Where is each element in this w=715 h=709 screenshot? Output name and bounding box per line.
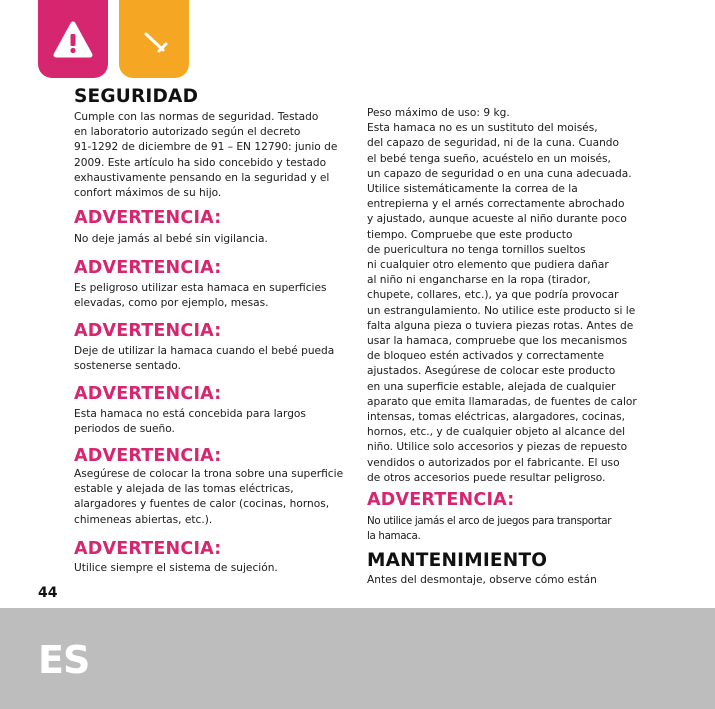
warning-heading: ADVERTENCIA: (367, 490, 515, 510)
warning-text: Utilice siempre el sistema de sujeción. (74, 562, 278, 574)
footer-bar (0, 608, 715, 709)
warning-heading: ADVERTENCIA: (74, 384, 222, 404)
page-number: 44 (38, 585, 58, 601)
warning-text: No deje jamás al bebé sin vigilancia. (74, 233, 268, 245)
warning-heading: ADVERTENCIA: (74, 208, 222, 228)
warning-heading: ADVERTENCIA: (74, 446, 222, 466)
maintenance-text: Antes del desmontaje, observe cómo están (367, 574, 597, 586)
maintenance-heading: MANTENIMIENTO (367, 550, 548, 571)
warning-text: Esta hamaca no está concebida para largos periodos de sueño. (74, 408, 306, 436)
usage-text: Peso máximo de uso: 9 kg. Esta hamaca no es un sustituto del moisés, del capazo de seguridad, ni de la cuna. Cuando el bebé tenga sueño, acuéstelo en un moisés, un capazo de seguridad o en una cuna adecuada. Utilice sistemáticamente la correa de la entrepierna y el arnés correctamente abrochado y ajustado, aunque acueste al niño durante poco tiempo. Compruebe que este producto de puericultura no tenga tornillos sueltos ni cualquier otro elemento que pudiera dañar al niño ni engancharse en la ropa (tirador, chupete, collares, etc.), ya que podría provocar un estrangulamiento. No utilice este producto si le falta alguna pieza o tuviera piezas rotas. Antes de usar la hamaca, compruebe que los mecanismos de bloqueo estén activados y correctamente ajustados. Asegúrese de colocar este producto en una superficie estable, alejada de cualquier aparato que emita llamaradas, de fuentes de calor intensas, tomas eléctricas, alargadores, cocinas, hornos, etc., y de cualquier objeto al alcance del niño. Utilice solo accesorios y piezas de repuesto vendidos o autorizados por el fabricante. El uso de otros accesorios puede resultar peligroso. (367, 107, 637, 484)
warning-text: Deje de utilizar la hamaca cuando el bebé pueda sostenerse sentado. (74, 345, 335, 373)
warning-heading: ADVERTENCIA: (74, 321, 222, 341)
warning-text: No utilice jamás el arco de juegos para transportar la hamaca. (367, 515, 612, 543)
warning-text: Asegúrese de colocar la trona sobre una superficie estable y alejada de las tomas eléctricas, alargadores y fuentes de calor (cocinas, hornos, chimeneas abiertas, etc.). (74, 468, 344, 526)
tool-tab (119, 0, 189, 78)
security-heading: SEGURIDAD (74, 86, 199, 107)
tool-icon (119, 0, 189, 78)
warning-icon (38, 0, 108, 78)
security-text: Cumple con las normas de seguridad. Testado en laboratorio autorizado según el decreto 91-1292 de diciembre de 91 – EN 12790: junio de 2009. Este artículo ha sido concebido y testado exhaustivamente pensando en la seguridad y el confort máximos de su hijo. (74, 111, 338, 200)
warning-tab (38, 0, 108, 78)
warning-heading: ADVERTENCIA: (74, 539, 222, 559)
warning-text: Es peligroso utilizar esta hamaca en superficies elevadas, como por ejemplo, mesas. (74, 282, 327, 310)
language-code: ES (38, 638, 90, 682)
warning-heading: ADVERTENCIA: (74, 258, 222, 278)
